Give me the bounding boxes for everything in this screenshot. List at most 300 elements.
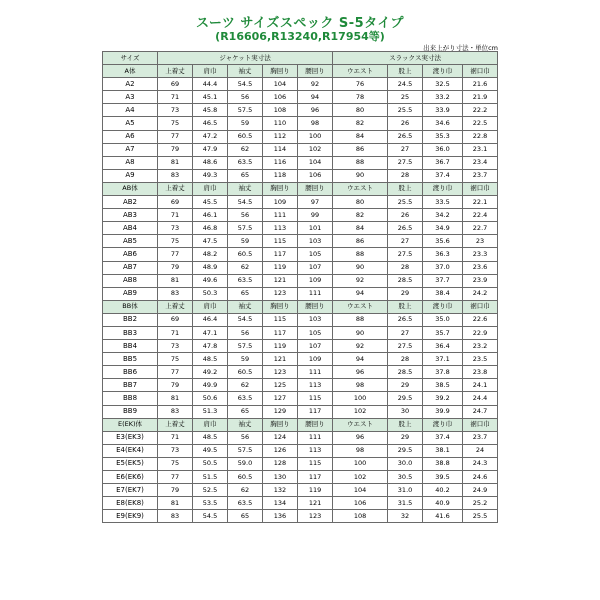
- column-header: 渡り巾: [423, 300, 463, 313]
- value-cell: 98: [333, 444, 388, 457]
- value-cell: 34.6: [423, 117, 463, 130]
- table-row: [103, 340, 498, 353]
- column-header: 股上: [388, 65, 423, 78]
- value-cell: 50.3: [193, 287, 228, 300]
- value-cell: 32: [388, 510, 423, 523]
- column-header: 肩巾: [193, 300, 228, 313]
- value-cell: 57.5: [228, 104, 263, 117]
- size-cell: E3(EK3): [103, 431, 158, 444]
- value-cell: 52.5: [193, 484, 228, 497]
- value-cell: 57.5: [228, 444, 263, 457]
- value-cell: 102: [333, 405, 388, 418]
- value-cell: 56: [228, 91, 263, 104]
- value-cell: 98: [298, 117, 333, 130]
- value-cell: 119: [263, 261, 298, 274]
- value-cell: 24.3: [463, 457, 498, 470]
- unit-note: 出来上がり寸法・単位cm: [423, 44, 498, 52]
- value-cell: 59: [228, 235, 263, 248]
- value-cell: 111: [298, 287, 333, 300]
- table-row: [103, 405, 498, 418]
- table-row: [103, 444, 498, 457]
- size-cell: A5: [103, 117, 158, 130]
- column-header: 腰回り: [298, 300, 333, 313]
- table-row: [103, 287, 498, 300]
- value-cell: 54.5: [228, 78, 263, 91]
- value-cell: 109: [298, 274, 333, 287]
- table-row: [103, 91, 498, 104]
- size-cell: BB8: [103, 392, 158, 405]
- value-cell: 30.0: [388, 457, 423, 470]
- value-cell: 111: [263, 209, 298, 222]
- value-cell: 117: [298, 471, 333, 484]
- column-header: 袖丈: [228, 65, 263, 78]
- size-cell: A2: [103, 78, 158, 91]
- value-cell: 104: [298, 156, 333, 169]
- column-header: 股上: [388, 182, 423, 195]
- page-subtitle: (R16606,R13240,R17954等): [215, 30, 385, 43]
- table-row: [103, 169, 498, 182]
- table-row: [103, 196, 498, 209]
- value-cell: 35.7: [423, 326, 463, 339]
- column-header: 裾口巾: [463, 300, 498, 313]
- size-cell: BB5: [103, 353, 158, 366]
- value-cell: 24.1: [463, 379, 498, 392]
- value-cell: 81: [158, 392, 193, 405]
- value-cell: 83: [158, 287, 193, 300]
- column-header: 胸回り: [263, 300, 298, 313]
- value-cell: 90: [333, 326, 388, 339]
- table-row: [103, 313, 498, 326]
- column-header: ウエスト: [333, 300, 388, 313]
- column-header: 上着丈: [158, 300, 193, 313]
- value-cell: 121: [263, 274, 298, 287]
- value-cell: 22.6: [463, 313, 498, 326]
- table-row: [103, 209, 498, 222]
- size-cell: E8(EK8): [103, 497, 158, 510]
- value-cell: 24: [463, 444, 498, 457]
- size-header: サイズ: [103, 52, 158, 65]
- value-cell: 102: [298, 143, 333, 156]
- value-cell: 105: [298, 326, 333, 339]
- value-cell: 123: [263, 287, 298, 300]
- size-cell: AB8: [103, 274, 158, 287]
- value-cell: 86: [333, 143, 388, 156]
- value-cell: 23.8: [463, 366, 498, 379]
- value-cell: 39.9: [423, 405, 463, 418]
- size-cell: AB4: [103, 222, 158, 235]
- column-header: 腰回り: [298, 182, 333, 195]
- jacket-header: ジャケット実寸法: [158, 52, 333, 65]
- value-cell: 105: [298, 248, 333, 261]
- value-cell: 92: [333, 274, 388, 287]
- value-cell: 27: [388, 326, 423, 339]
- value-cell: 69: [158, 313, 193, 326]
- value-cell: 37.7: [423, 274, 463, 287]
- value-cell: 107: [298, 261, 333, 274]
- value-cell: 108: [333, 510, 388, 523]
- value-cell: 27.5: [388, 156, 423, 169]
- value-cell: 30: [388, 405, 423, 418]
- value-cell: 26: [388, 117, 423, 130]
- value-cell: 69: [158, 196, 193, 209]
- value-cell: 29: [388, 379, 423, 392]
- value-cell: 60.5: [228, 471, 263, 484]
- column-header: ウエスト: [333, 418, 388, 431]
- value-cell: 37.1: [423, 353, 463, 366]
- column-header: E(EK)体: [103, 418, 158, 431]
- value-cell: 22.7: [463, 222, 498, 235]
- size-cell: AB7: [103, 261, 158, 274]
- column-header: 上着丈: [158, 182, 193, 195]
- value-cell: 28.5: [388, 366, 423, 379]
- value-cell: 63.5: [228, 497, 263, 510]
- value-cell: 29.5: [388, 392, 423, 405]
- size-cell: AB3: [103, 209, 158, 222]
- value-cell: 38.5: [423, 379, 463, 392]
- column-header: 裾口巾: [463, 65, 498, 78]
- column-header: 胸回り: [263, 182, 298, 195]
- value-cell: 63.5: [228, 274, 263, 287]
- value-cell: 132: [263, 484, 298, 497]
- column-header: 渡り巾: [423, 65, 463, 78]
- value-cell: 59: [228, 117, 263, 130]
- value-cell: 126: [263, 444, 298, 457]
- value-cell: 36.0: [423, 143, 463, 156]
- table-row: [103, 471, 498, 484]
- value-cell: 96: [333, 366, 388, 379]
- column-header: 胸回り: [263, 65, 298, 78]
- value-cell: 127: [263, 392, 298, 405]
- value-cell: 38.8: [423, 457, 463, 470]
- column-header: 袖丈: [228, 418, 263, 431]
- value-cell: 29: [388, 287, 423, 300]
- value-cell: 81: [158, 497, 193, 510]
- value-cell: 56: [228, 431, 263, 444]
- value-cell: 22.5: [463, 117, 498, 130]
- column-header: ウエスト: [333, 65, 388, 78]
- value-cell: 100: [298, 130, 333, 143]
- value-cell: 34.2: [423, 209, 463, 222]
- column-header: 肩巾: [193, 182, 228, 195]
- value-cell: 39.2: [423, 392, 463, 405]
- table-row: [103, 130, 498, 143]
- value-cell: 129: [263, 405, 298, 418]
- value-cell: 111: [298, 431, 333, 444]
- size-cell: BB9: [103, 405, 158, 418]
- value-cell: 97: [298, 196, 333, 209]
- value-cell: 23: [463, 235, 498, 248]
- value-cell: 88: [333, 313, 388, 326]
- value-cell: 100: [333, 457, 388, 470]
- value-cell: 25.5: [388, 196, 423, 209]
- value-cell: 111: [298, 366, 333, 379]
- value-cell: 24.7: [463, 405, 498, 418]
- size-cell: A3: [103, 91, 158, 104]
- column-header: 腰回り: [298, 65, 333, 78]
- value-cell: 23.4: [463, 156, 498, 169]
- value-cell: 71: [158, 91, 193, 104]
- value-cell: 121: [263, 353, 298, 366]
- value-cell: 37.4: [423, 431, 463, 444]
- value-cell: 77: [158, 471, 193, 484]
- table-row: [103, 117, 498, 130]
- value-cell: 73: [158, 104, 193, 117]
- size-cell: A9: [103, 169, 158, 182]
- value-cell: 65: [228, 405, 263, 418]
- value-cell: 108: [263, 104, 298, 117]
- value-cell: 45.1: [193, 91, 228, 104]
- value-cell: 27: [388, 143, 423, 156]
- value-cell: 34.9: [423, 222, 463, 235]
- value-cell: 81: [158, 274, 193, 287]
- value-cell: 26.5: [388, 313, 423, 326]
- value-cell: 49.3: [193, 169, 228, 182]
- group-header-row: [103, 300, 498, 313]
- value-cell: 21.9: [463, 91, 498, 104]
- value-cell: 41.6: [423, 510, 463, 523]
- value-cell: 40.2: [423, 484, 463, 497]
- size-cell: E7(EK7): [103, 484, 158, 497]
- value-cell: 23.1: [463, 143, 498, 156]
- value-cell: 33.5: [423, 196, 463, 209]
- value-cell: 30.5: [388, 471, 423, 484]
- value-cell: 54.5: [228, 313, 263, 326]
- value-cell: 48.5: [193, 353, 228, 366]
- value-cell: 24.9: [463, 484, 498, 497]
- value-cell: 60.5: [228, 248, 263, 261]
- table-row: [103, 392, 498, 405]
- value-cell: 60.5: [228, 366, 263, 379]
- value-cell: 123: [298, 510, 333, 523]
- value-cell: 21.6: [463, 78, 498, 91]
- value-cell: 92: [333, 340, 388, 353]
- table-row: [103, 156, 498, 169]
- value-cell: 98: [333, 379, 388, 392]
- value-cell: 48.6: [193, 156, 228, 169]
- value-cell: 23.2: [463, 340, 498, 353]
- value-cell: 103: [298, 313, 333, 326]
- value-cell: 49.5: [193, 444, 228, 457]
- value-cell: 29.5: [388, 444, 423, 457]
- value-cell: 83: [158, 405, 193, 418]
- size-cell: A7: [103, 143, 158, 156]
- size-cell: E9(EK9): [103, 510, 158, 523]
- table-row: [103, 366, 498, 379]
- table-row: [103, 274, 498, 287]
- value-cell: 24.2: [463, 287, 498, 300]
- table-row: [103, 222, 498, 235]
- value-cell: 29: [388, 431, 423, 444]
- value-cell: 96: [298, 104, 333, 117]
- size-spec-table: [102, 51, 498, 523]
- value-cell: 79: [158, 484, 193, 497]
- value-cell: 110: [263, 117, 298, 130]
- size-cell: BB7: [103, 379, 158, 392]
- value-cell: 90: [333, 261, 388, 274]
- value-cell: 50.6: [193, 392, 228, 405]
- value-cell: 38.4: [423, 287, 463, 300]
- value-cell: 128: [263, 457, 298, 470]
- value-cell: 26.5: [388, 130, 423, 143]
- value-cell: 32.5: [423, 78, 463, 91]
- size-cell: AB2: [103, 196, 158, 209]
- value-cell: 54.5: [228, 196, 263, 209]
- value-cell: 79: [158, 261, 193, 274]
- value-cell: 48.5: [193, 431, 228, 444]
- value-cell: 47.1: [193, 326, 228, 339]
- value-cell: 121: [298, 497, 333, 510]
- value-cell: 115: [263, 313, 298, 326]
- size-cell: BB4: [103, 340, 158, 353]
- value-cell: 62: [228, 379, 263, 392]
- size-cell: A4: [103, 104, 158, 117]
- value-cell: 99: [298, 209, 333, 222]
- value-cell: 36.4: [423, 340, 463, 353]
- column-header: 股上: [388, 300, 423, 313]
- value-cell: 54.5: [193, 510, 228, 523]
- column-header: 肩巾: [193, 65, 228, 78]
- value-cell: 88: [333, 156, 388, 169]
- table-row: [103, 248, 498, 261]
- value-cell: 23.6: [463, 261, 498, 274]
- value-cell: 75: [158, 235, 193, 248]
- value-cell: 49.9: [193, 379, 228, 392]
- value-cell: 47.8: [193, 340, 228, 353]
- column-header: 上着丈: [158, 418, 193, 431]
- value-cell: 78: [333, 91, 388, 104]
- value-cell: 22.8: [463, 130, 498, 143]
- table-row: [103, 78, 498, 91]
- value-cell: 26: [388, 209, 423, 222]
- value-cell: 125: [263, 379, 298, 392]
- value-cell: 63.5: [228, 392, 263, 405]
- value-cell: 22.9: [463, 326, 498, 339]
- slacks-header: スラックス実寸法: [333, 52, 498, 65]
- value-cell: 71: [158, 209, 193, 222]
- value-cell: 62: [228, 484, 263, 497]
- value-cell: 57.5: [228, 340, 263, 353]
- value-cell: 86: [333, 235, 388, 248]
- group-header-row: [103, 418, 498, 431]
- value-cell: 44.4: [193, 78, 228, 91]
- table-row: [103, 457, 498, 470]
- value-cell: 25: [388, 91, 423, 104]
- value-cell: 106: [298, 169, 333, 182]
- column-header: 渡り巾: [423, 182, 463, 195]
- value-cell: 23.7: [463, 169, 498, 182]
- value-cell: 26.5: [388, 222, 423, 235]
- value-cell: 116: [263, 156, 298, 169]
- value-cell: 65: [228, 169, 263, 182]
- value-cell: 109: [298, 353, 333, 366]
- value-cell: 51.3: [193, 405, 228, 418]
- size-cell: E4(EK4): [103, 444, 158, 457]
- value-cell: 56: [228, 209, 263, 222]
- column-header: 腰回り: [298, 418, 333, 431]
- value-cell: 136: [263, 510, 298, 523]
- value-cell: 101: [298, 222, 333, 235]
- value-cell: 119: [263, 340, 298, 353]
- value-cell: 109: [263, 196, 298, 209]
- value-cell: 113: [298, 444, 333, 457]
- value-cell: 37.0: [423, 261, 463, 274]
- value-cell: 28: [388, 261, 423, 274]
- value-cell: 47.2: [193, 130, 228, 143]
- value-cell: 28: [388, 353, 423, 366]
- value-cell: 83: [158, 510, 193, 523]
- value-cell: 82: [333, 209, 388, 222]
- column-header: 上着丈: [158, 65, 193, 78]
- column-header: 袖丈: [228, 300, 263, 313]
- value-cell: 24.4: [463, 392, 498, 405]
- value-cell: 79: [158, 379, 193, 392]
- value-cell: 113: [298, 379, 333, 392]
- column-header: 袖丈: [228, 182, 263, 195]
- value-cell: 94: [333, 287, 388, 300]
- size-cell: AB6: [103, 248, 158, 261]
- value-cell: 69: [158, 78, 193, 91]
- value-cell: 24.5: [388, 78, 423, 91]
- table-row: [103, 143, 498, 156]
- value-cell: 92: [298, 78, 333, 91]
- column-header: A体: [103, 65, 158, 78]
- value-cell: 96: [333, 431, 388, 444]
- value-cell: 49.2: [193, 366, 228, 379]
- size-cell: AB9: [103, 287, 158, 300]
- value-cell: 75: [158, 353, 193, 366]
- value-cell: 35.3: [423, 130, 463, 143]
- value-cell: 124: [263, 431, 298, 444]
- table-header-row: [103, 52, 498, 65]
- value-cell: 84: [333, 130, 388, 143]
- value-cell: 22.2: [463, 104, 498, 117]
- value-cell: 112: [263, 130, 298, 143]
- value-cell: 65: [228, 510, 263, 523]
- value-cell: 38.1: [423, 444, 463, 457]
- value-cell: 80: [333, 196, 388, 209]
- table-row: [103, 326, 498, 339]
- value-cell: 35.0: [423, 313, 463, 326]
- value-cell: 65: [228, 287, 263, 300]
- value-cell: 115: [263, 235, 298, 248]
- value-cell: 37.8: [423, 366, 463, 379]
- size-cell: E6(EK6): [103, 471, 158, 484]
- value-cell: 46.8: [193, 222, 228, 235]
- column-header: 渡り巾: [423, 418, 463, 431]
- value-cell: 104: [333, 484, 388, 497]
- value-cell: 27: [388, 235, 423, 248]
- size-cell: BB3: [103, 326, 158, 339]
- value-cell: 24.6: [463, 471, 498, 484]
- value-cell: 88: [333, 248, 388, 261]
- value-cell: 60.5: [228, 130, 263, 143]
- value-cell: 59: [228, 353, 263, 366]
- value-cell: 40.9: [423, 497, 463, 510]
- table-row: [103, 484, 498, 497]
- value-cell: 82: [333, 117, 388, 130]
- value-cell: 103: [298, 235, 333, 248]
- value-cell: 23.7: [463, 431, 498, 444]
- value-cell: 25.2: [463, 497, 498, 510]
- value-cell: 36.3: [423, 248, 463, 261]
- value-cell: 117: [298, 405, 333, 418]
- value-cell: 107: [298, 340, 333, 353]
- value-cell: 31.5: [388, 497, 423, 510]
- value-cell: 28: [388, 169, 423, 182]
- value-cell: 56: [228, 326, 263, 339]
- value-cell: 22.1: [463, 196, 498, 209]
- group-header-row: [103, 182, 498, 195]
